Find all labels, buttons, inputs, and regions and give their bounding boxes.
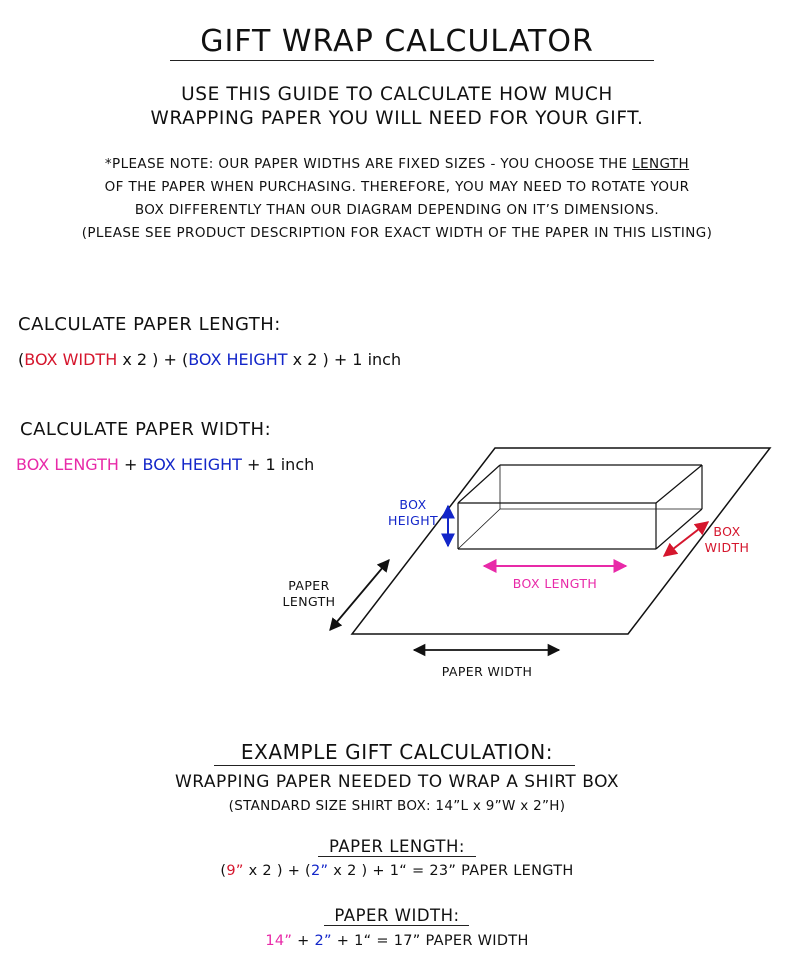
width-formula-box-length: BOX LENGTH (16, 455, 119, 474)
example-standard-size: (STANDARD SIZE SHIRT BOX: 14”L x 9”W x 2”H) (228, 798, 566, 814)
example-width-plus: + (292, 933, 315, 949)
width-formula-end: + 1 inch (241, 455, 315, 474)
example-length-mid: x 2 ) + ( (243, 863, 312, 879)
example-width-heading: PAPER WIDTH: (334, 906, 460, 925)
example-length-width-value: 9” (226, 863, 244, 879)
example-length-height-value: 2” (311, 863, 329, 879)
length-formula-box-width: BOX WIDTH (24, 350, 118, 369)
box-height-label-line-1: BOX (399, 497, 427, 512)
example-heading-underline (214, 765, 575, 766)
paper-length-label (272, 578, 346, 610)
paper-length-label-line-2: LENGTH (282, 594, 336, 609)
width-formula-box-height: BOX HEIGHT (142, 455, 242, 474)
length-formula-box-height: BOX HEIGHT (188, 350, 288, 369)
example-length-formula (0, 863, 794, 879)
note-line-4: (PLEASE SEE PRODUCT DESCRIPTION FOR EXACT WIDTH OF THE PAPER IN THIS LISTING) (81, 225, 713, 241)
box-width-label (694, 524, 760, 556)
note-line-3: BOX DIFFERENTLY THAN OUR DIAGRAM DEPENDING ON IT’S DIMENSIONS. (134, 202, 660, 218)
paper-width-label: PAPER WIDTH (441, 664, 533, 679)
page-title: GIFT WRAP CALCULATOR (200, 24, 594, 59)
example-width-end: + 1“ = 17” PAPER WIDTH (331, 933, 529, 949)
box-height-label-line-2: HEIGHT (387, 513, 439, 528)
gift-box (458, 465, 702, 549)
subtitle-line-1: USE THIS GUIDE TO CALCULATE HOW MUCH (181, 84, 613, 105)
note-length-underlined: LENGTH (632, 156, 690, 172)
length-formula-open: ( (18, 350, 25, 369)
example-length-heading: PAPER LENGTH: (329, 837, 465, 856)
length-heading: CALCULATE PAPER LENGTH: (18, 314, 281, 335)
width-formula-plus: + (118, 455, 143, 474)
example-length-open: ( (220, 863, 227, 879)
example-width-formula (0, 933, 794, 949)
paper-length-label-line-1: PAPER (288, 578, 330, 593)
example-length-end: x 2 ) + 1“ = 23” PAPER LENGTH (328, 863, 574, 879)
example-heading: EXAMPLE GIFT CALCULATION: (240, 740, 554, 764)
length-formula-end: x 2 ) + 1 inch (287, 350, 402, 369)
example-subheading: WRAPPING PAPER NEEDED TO WRAP A SHIRT BOX (174, 772, 620, 792)
box-length-label: BOX LENGTH (512, 576, 598, 591)
box-height-label (380, 497, 446, 529)
note-line-2: OF THE PAPER WHEN PURCHASING. THEREFORE, YOU MAY NEED TO ROTATE YOUR (104, 179, 690, 195)
note-line-1-text: *PLEASE NOTE: OUR PAPER WIDTHS ARE FIXED SIZES - YOU CHOOSE THE (104, 156, 633, 172)
example-width-underline (324, 925, 469, 926)
box-width-label-line-2: WIDTH (704, 540, 750, 555)
subtitle-line-2: WRAPPING PAPER YOU WILL NEED FOR YOUR GIFT. (150, 108, 644, 129)
box-width-label-line-1: BOX (713, 524, 741, 539)
example-width-height-value: 2” (314, 933, 332, 949)
example-width-length-value: 14” (265, 933, 293, 949)
length-formula-mid: x 2 ) + ( (117, 350, 189, 369)
width-heading: CALCULATE PAPER WIDTH: (20, 419, 272, 440)
example-length-underline (318, 856, 476, 857)
